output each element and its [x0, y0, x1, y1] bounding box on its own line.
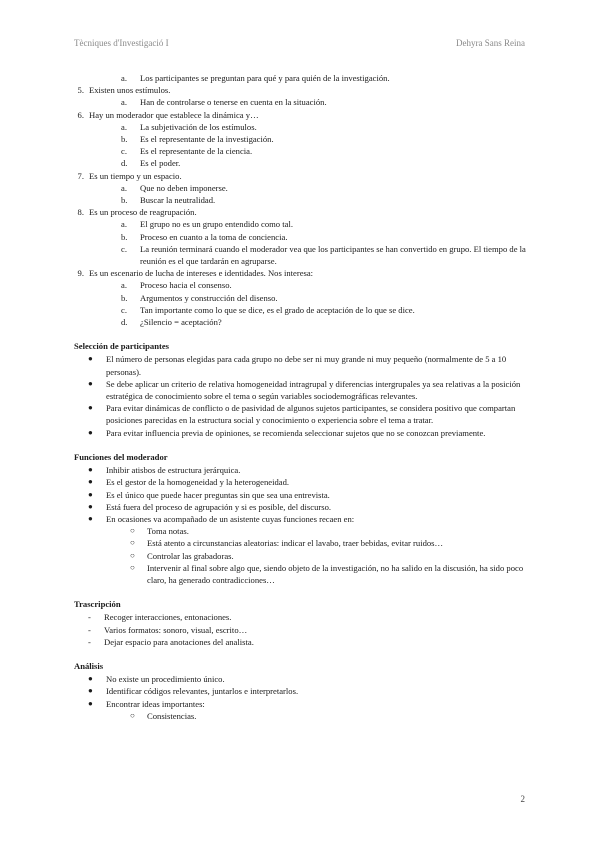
bullet-icon: ● — [88, 477, 93, 487]
page-number: 2 — [520, 794, 525, 804]
numbered-item-9: 9. Es un escenario de lucha de intereses e identidades. Nos interesa: — [77, 268, 314, 279]
sub-bullet-item: ○ Intervenir al final sobre algo que, siendo objeto de la investigación, no ha salido en la discusión, ha sido poco claro, ha generado contradicciones… — [130, 562, 524, 585]
sub-bullet-item: ○ Consistencias. — [130, 710, 197, 721]
circle-bullet-icon: ○ — [130, 538, 135, 548]
circle-bullet-icon: ○ — [130, 710, 135, 720]
section-heading-funciones: Funciones del moderador — [74, 451, 168, 462]
bullet-item: ● El número de personas elegidas para cada grupo no debe ser ni muy grande ni muy pequeño (normalmente de 5 a 10 personas). — [88, 354, 507, 377]
circle-bullet-icon: ○ — [130, 562, 135, 572]
list-subitem: a. Han de controlarse o tenerse en cuenta en la situación. — [121, 97, 327, 108]
list-subitem: d. ¿Silencio = aceptación? — [121, 317, 222, 328]
numbered-item-8: 8. Es un proceso de reagrupación. — [77, 207, 197, 218]
bullet-icon: ● — [88, 513, 93, 523]
bullet-icon: ● — [88, 489, 93, 499]
circle-bullet-icon: ○ — [130, 550, 135, 560]
bullet-item: ● Es el gestor de la homogeneidad y la heterogeneidad. — [88, 477, 290, 488]
dash-icon: - — [88, 612, 91, 623]
bullet-icon: ● — [88, 378, 93, 388]
numbered-item-5: 5. Existen unos estímulos. — [77, 85, 171, 96]
numbered-item-6: 6. Hay un moderador que establece la dinámica y… — [77, 109, 259, 120]
circle-bullet-icon: ○ — [130, 526, 135, 536]
sub-bullet-item: ○ Toma notas. — [130, 526, 189, 537]
dash-item: - Varios formatos: sonoro, visual, escrito… — [88, 624, 248, 635]
list-subitem: c. La reunión terminará cuando el moderador vea que los participantes se han convertido en grupo. El tiempo de la reunión es el que tardarán en agruparse. — [121, 243, 526, 267]
list-subitem: b. Argumentos y construcción del disenso. — [121, 292, 278, 303]
bullet-item: ● En ocasiones va acompañado de un asistente cuyas funciones recaen en: — [88, 513, 355, 524]
section-heading-analisis: Análisis — [74, 660, 104, 671]
bullet-item: ● No existe un procedimiento único. — [88, 674, 225, 685]
bullet-item: ● Identificar códigos relevantes, juntarlos e interpretarlos. — [88, 686, 299, 697]
document-body — [74, 72, 526, 722]
bullet-item: ● Para evitar influencia previa de opiniones, se recomienda seleccionar sujetos que no se conozcan previamente. — [88, 427, 486, 438]
list-subitem: b. Buscar la neutralidad. — [121, 195, 216, 206]
list-subitem: a. La subjetivación de los estímulos. — [121, 121, 257, 132]
bullet-item: ● Para evitar dinámicas de conflicto o de pasividad de algunos sujetos participantes, se considera positivo que compartan posiciones parecidas en la estructura social y conocimiento o experiencia sobre el tema a tratar. — [88, 403, 516, 426]
bullet-icon: ● — [88, 501, 93, 511]
list-subitem: a. Proceso hacia el consenso. — [121, 280, 232, 291]
bullet-icon: ● — [88, 354, 93, 364]
bullet-icon: ● — [88, 686, 93, 696]
bullet-icon: ● — [88, 698, 93, 708]
list-subitem: c. Tan importante como lo que se dice, es el grado de aceptación de lo que se dice. — [121, 304, 415, 315]
list-subitem: d. Es el poder. — [121, 158, 181, 169]
list-subitem: a. El grupo no es un grupo entendido como tal. — [121, 219, 293, 230]
bullet-item: ● Es el único que puede hacer preguntas sin que sea una entrevista. — [88, 489, 330, 500]
list-subitem: b. Proceso en cuanto a la toma de conciencia. — [121, 231, 288, 242]
numbered-item-7: 7. Es un tiempo y un espacio. — [77, 170, 182, 181]
section-heading-seleccion: Selección de participantes — [74, 341, 169, 352]
dash-icon: - — [88, 636, 91, 647]
bullet-item: ● Encontrar ideas importantes: — [88, 698, 205, 709]
bullet-icon: ● — [88, 403, 93, 413]
header-author: Dehyra Sans Reina — [456, 38, 525, 48]
sub-bullet-item: ○ Está atento a circunstancias aleatorias: indicar el lavabo, traer bebidas, evitar ruidos… — [130, 538, 444, 549]
list-subitem: b. Es el representante de la investigación. — [121, 134, 274, 145]
bullet-icon: ● — [88, 674, 93, 684]
dash-item: - Dejar espacio para anotaciones del analista. — [88, 636, 254, 647]
dash-icon: - — [88, 624, 91, 635]
bullet-item: ● Inhibir atisbos de estructura jerárquica. — [88, 465, 241, 476]
bullet-item: ● Está fuera del proceso de agrupación y si es posible, del discurso. — [88, 501, 332, 512]
bullet-icon: ● — [88, 465, 93, 475]
header-course-title: Tècniques d'Investigació I — [74, 38, 169, 48]
list-subitem: a. Que no deben imponerse. — [121, 182, 228, 193]
dash-item: - Recoger interacciones, entonaciones. — [88, 612, 232, 623]
list-subitem: a. Los participantes se preguntan para qué y para quién de la investigación. — [121, 73, 390, 83]
bullet-item: ● Se debe aplicar un criterio de relativa homogeneidad intragrupal y diferencias intergrupales ya sea relativas a la posición estratégica de conocimiento sobre el tema o según variables sociodemográficas relevantes. — [88, 378, 521, 402]
list-subitem: c. Es el representante de la ciencia. — [121, 146, 253, 157]
section-heading-trascripcion: Trascripción — [74, 599, 121, 610]
bullet-icon: ● — [88, 427, 93, 437]
sub-bullet-item: ○ Controlar las grabadoras. — [130, 550, 234, 561]
